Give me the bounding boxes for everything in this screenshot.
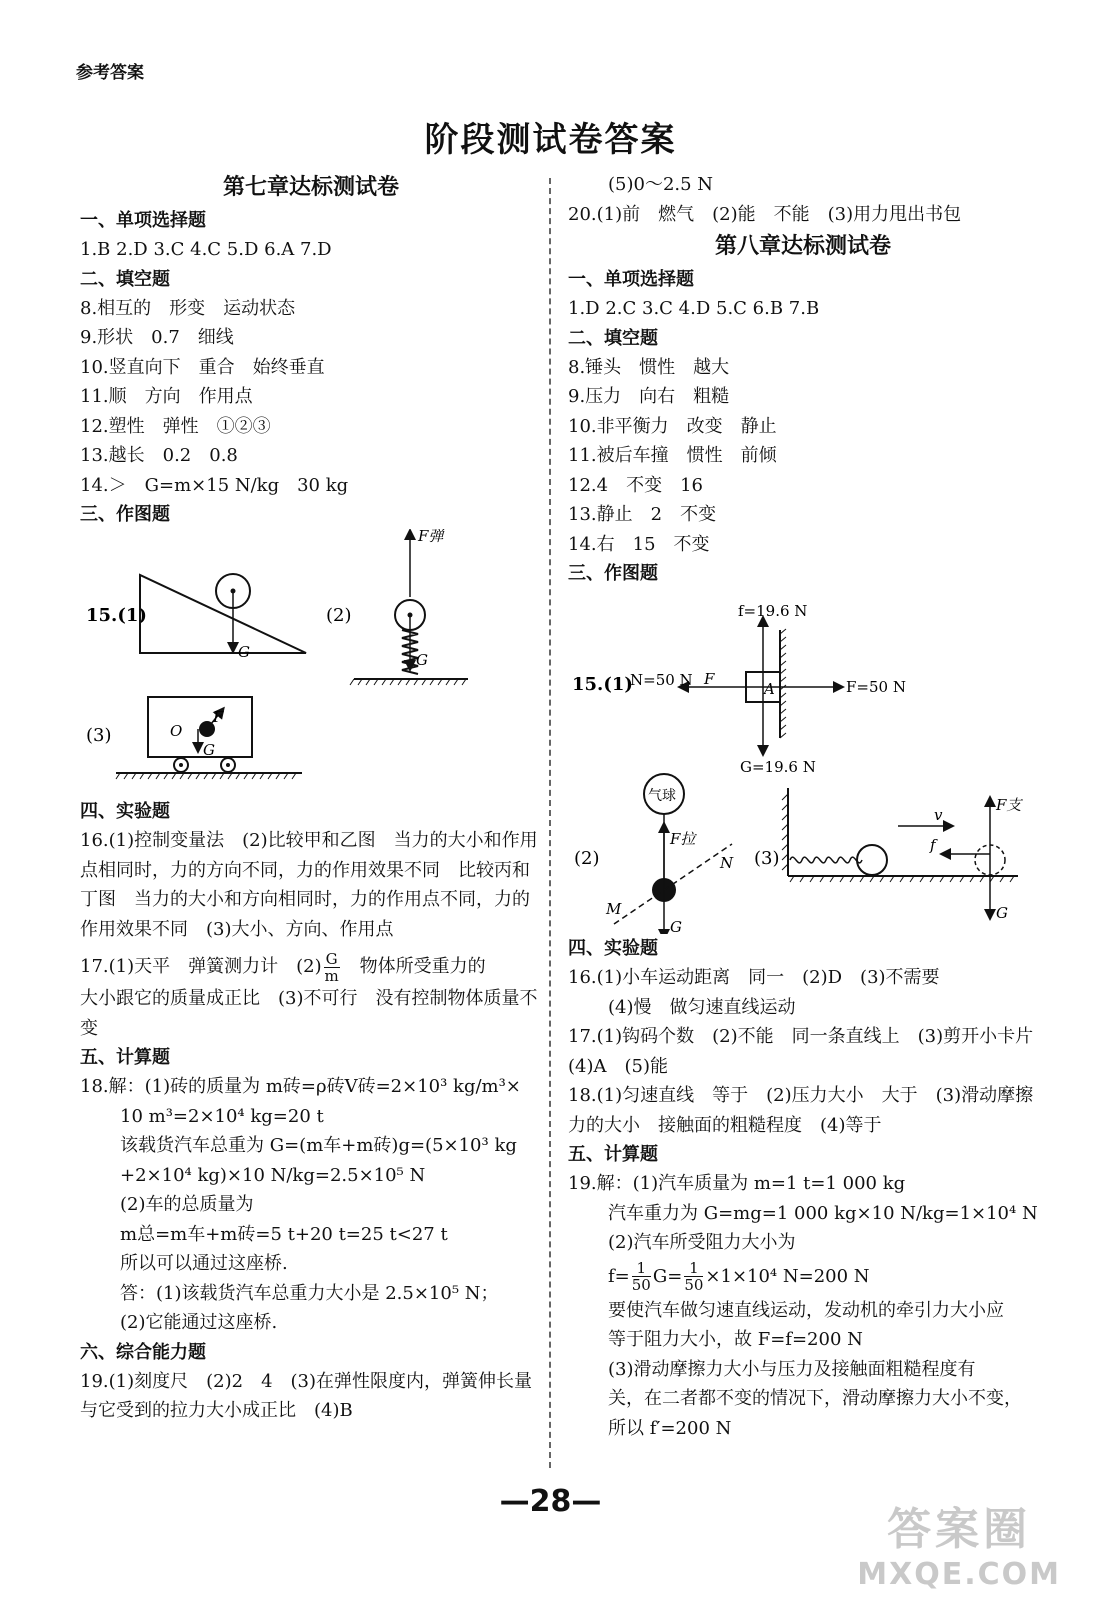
figure-15-left [80, 529, 542, 797]
answer-line: 13.静止 2 不变 [568, 504, 717, 525]
label-G: G [203, 741, 215, 759]
answer-line: +2×10⁴ kg)×10 N/kg=2.5×10⁵ N [120, 1164, 426, 1186]
section-heading: 四、实验题 [568, 938, 658, 959]
section-heading: 五、计算题 [80, 1047, 170, 1068]
section-heading: 六、综合能力题 [80, 1341, 206, 1363]
fraction [684, 1260, 703, 1293]
fraction-numerator: G [325, 949, 338, 968]
label-F-pull: F拉 [670, 830, 696, 848]
answer-line: 等于阻力大小，故 F=f=200 N [608, 1329, 863, 1350]
fig-label: 15.(1) [572, 674, 633, 695]
force-diagram [80, 529, 542, 797]
section-heading: 三、作图题 [80, 504, 170, 525]
answer-paragraph: 17.(1)钩码个数 (2)不能 同一条直线上 (3)剪开小卡片 (4)A (5)能 [568, 1026, 1052, 1077]
label-normal: N=50 N [630, 671, 693, 689]
fig-label: 15.(1) [86, 605, 147, 626]
answer-line: (2)汽车所受阻力大小为 [608, 1232, 796, 1253]
answer-line: 20.(1)前 燃气 (2)能 不能 (3)用力甩出书包 [568, 203, 962, 225]
section-heading: 四、实验题 [80, 801, 170, 822]
answer-line: 9.形状 0.7 细线 [80, 327, 234, 348]
answer-paragraph: 16.(1)控制变量法 (2)比较甲和乙图 当力的大小和作用点相同时，力的方向不同，力的作用效果不同 比较丙和丁图 当力的大小和方向相同时，力的作用点不同，力的作用效果不同 (3)大小、方向、作用点 [80, 830, 538, 940]
answer-line: 该载货汽车总重为 G=(m车+m砖)g=(5×10³ kg [120, 1135, 517, 1156]
answer-paragraph: 19.(1)刻度尺 (2)2 4 (3)在弹性限度内，弹簧伸长量与它受到的拉力大小成正比 (4)B [80, 1370, 533, 1421]
section-heading: 一、单项选择题 [80, 210, 206, 231]
answer-line: 1.B 2.D 3.C 4.C 5.D 6.A 7.D [80, 239, 332, 260]
label-friction: f=19.6 N [738, 602, 808, 620]
fraction-numerator: 1 [632, 1260, 651, 1277]
answer-line: 16.(1)小车运动距离 同一 (2)D (3)不需要 [568, 967, 940, 988]
label-M: M [606, 900, 622, 918]
watermark-line: MXQE.COM [857, 1557, 1061, 1592]
section-heading: 一、单项选择题 [568, 269, 694, 290]
answer-line: 11.被后车撞 惯性 前倾 [568, 445, 777, 466]
section-heading: 三、作图题 [568, 563, 658, 584]
answer-line: (4)慢 做匀速直线运动 [608, 996, 796, 1018]
answer-line: 1.D 2.C 3.C 4.D 5.C 6.B 7.B [568, 298, 820, 319]
answer-line: (2)车的总质量为 [120, 1194, 254, 1215]
column-divider [549, 178, 551, 1468]
formula-text: G= [652, 1265, 683, 1287]
fraction-denominator: 50 [684, 1276, 704, 1294]
answer-line: m总=m车+m砖=5 t+20 t=25 t<27 t [120, 1223, 448, 1245]
answer-paragraph: 18.(1)匀速直线 等于 (2)压力大小 大于 (3)滑动摩擦力的大小 接触面的粗糙程度 (4)等于 [568, 1085, 1034, 1136]
chapter-title: 第八章达标测试卷 [714, 234, 891, 259]
section-heading: 五、计算题 [568, 1144, 658, 1165]
answer-line: 14.＞ G=m×15 N/kg 30 kg [80, 474, 349, 496]
label-F: F [213, 708, 224, 726]
answer-line: 8.锤头 惯性 越大 [568, 356, 730, 378]
answer-line: 10.竖直向下 重合 始终垂直 [80, 356, 325, 378]
label-gravity: G=19.6 N [740, 758, 816, 776]
left-column [80, 170, 542, 1426]
fig-label: (2) [574, 848, 600, 869]
watermark [857, 1493, 1061, 1592]
label-v: v [934, 806, 943, 824]
label-O: O [170, 722, 183, 740]
right-column [568, 170, 1052, 1443]
fig-label: (3) [754, 848, 780, 869]
label-f: f [930, 836, 936, 854]
answer-line: 要使汽车做匀速直线运动，发动机的牵引力大小应 [608, 1299, 1004, 1321]
label-A: A [764, 680, 775, 698]
section-heading: 二、填空题 [80, 268, 170, 290]
fraction [324, 951, 340, 984]
figure-15-right [568, 588, 1038, 934]
label-N: N [720, 854, 734, 872]
answer-line: (3)滑动摩擦力大小与压力及接触面粗糙程度有 [608, 1358, 976, 1380]
answer-line: (5)0～2.5 N [608, 174, 714, 195]
formula-text: f= [608, 1265, 630, 1287]
answer-line: 8.相互的 形变 运动状态 [80, 297, 296, 319]
answer-paragraph: 大小跟它的质量成正比 (3)不可行 没有控制物体质量不变 [80, 988, 538, 1039]
label-G: G [996, 904, 1008, 922]
formula-text: ×1×10⁴ N=200 N [705, 1265, 870, 1287]
answer-line: 所以 f′=200 N [608, 1417, 732, 1439]
fig-label: (3) [86, 725, 112, 746]
answer-line: 9.压力 向右 粗糙 [568, 386, 730, 407]
label-applied-force: F=50 N [846, 678, 906, 696]
label-G: G [416, 651, 428, 669]
answer-line: 13.越长 0.2 0.8 [80, 445, 238, 466]
force-diagram [568, 588, 1038, 934]
answer-line: 汽车重力为 G=mg=1 000 kg×10 N/kg=1×10⁴ N [608, 1202, 1038, 1224]
formula-line [568, 1258, 1038, 1296]
balloon-label: 气球 [648, 788, 676, 804]
answer-text: 物体所受重力的 [341, 956, 486, 977]
fraction-numerator: 1 [684, 1260, 703, 1277]
answer-line: 答：(1)该载货汽车总重力大小是 2.5×10⁵ N； [120, 1282, 499, 1304]
label-F-spring: F弹 [418, 529, 444, 545]
fraction-denominator: 50 [631, 1276, 651, 1294]
page-title: 阶段测试卷答案 [424, 120, 677, 160]
answer-line: 18.解：(1)砖的质量为 m砖=ρ砖V砖=2×10³ kg/m³× [80, 1076, 521, 1097]
answer-line: 10 m³=2×10⁴ kg=20 t [120, 1105, 324, 1127]
answer-line: 19.解：(1)汽车质量为 m=1 t=1 000 kg [568, 1173, 906, 1194]
label-G: G [670, 918, 682, 934]
answer-line [80, 950, 542, 984]
fraction [632, 1260, 651, 1293]
chapter-title: 第七章达标测试卷 [222, 175, 399, 200]
answer-line: 10.非平衡力 改变 静止 [568, 415, 777, 437]
page-number-value: 28 [529, 1484, 572, 1519]
label-G: G [238, 643, 250, 661]
header-label: 参考答案 [76, 63, 144, 83]
watermark-line: 答案圈 [887, 1504, 1032, 1555]
answer-line: (2)它能通过这座桥. [120, 1312, 278, 1333]
answer-line: 所以可以通过这座桥. [120, 1253, 288, 1274]
label-F-support: F支 [996, 796, 1022, 814]
answer-line: 关，在二者都不变的情况下，滑动摩擦力大小不变， [608, 1388, 1022, 1409]
answer-text: 17.(1)天平 弹簧测力计 (2) [80, 956, 322, 977]
page-number: —28— [499, 1484, 602, 1519]
fig-label: (2) [326, 605, 352, 626]
answer-line: 12.4 不变 16 [568, 474, 703, 496]
answer-line: 12.塑性 弹性 ①②③ [80, 415, 271, 437]
answer-line: 14.右 15 不变 [568, 533, 710, 555]
answer-line: 11.顺 方向 作用点 [80, 386, 253, 407]
section-heading: 二、填空题 [568, 327, 658, 349]
label-F: F [704, 670, 715, 688]
fraction-denominator: m [324, 966, 339, 985]
